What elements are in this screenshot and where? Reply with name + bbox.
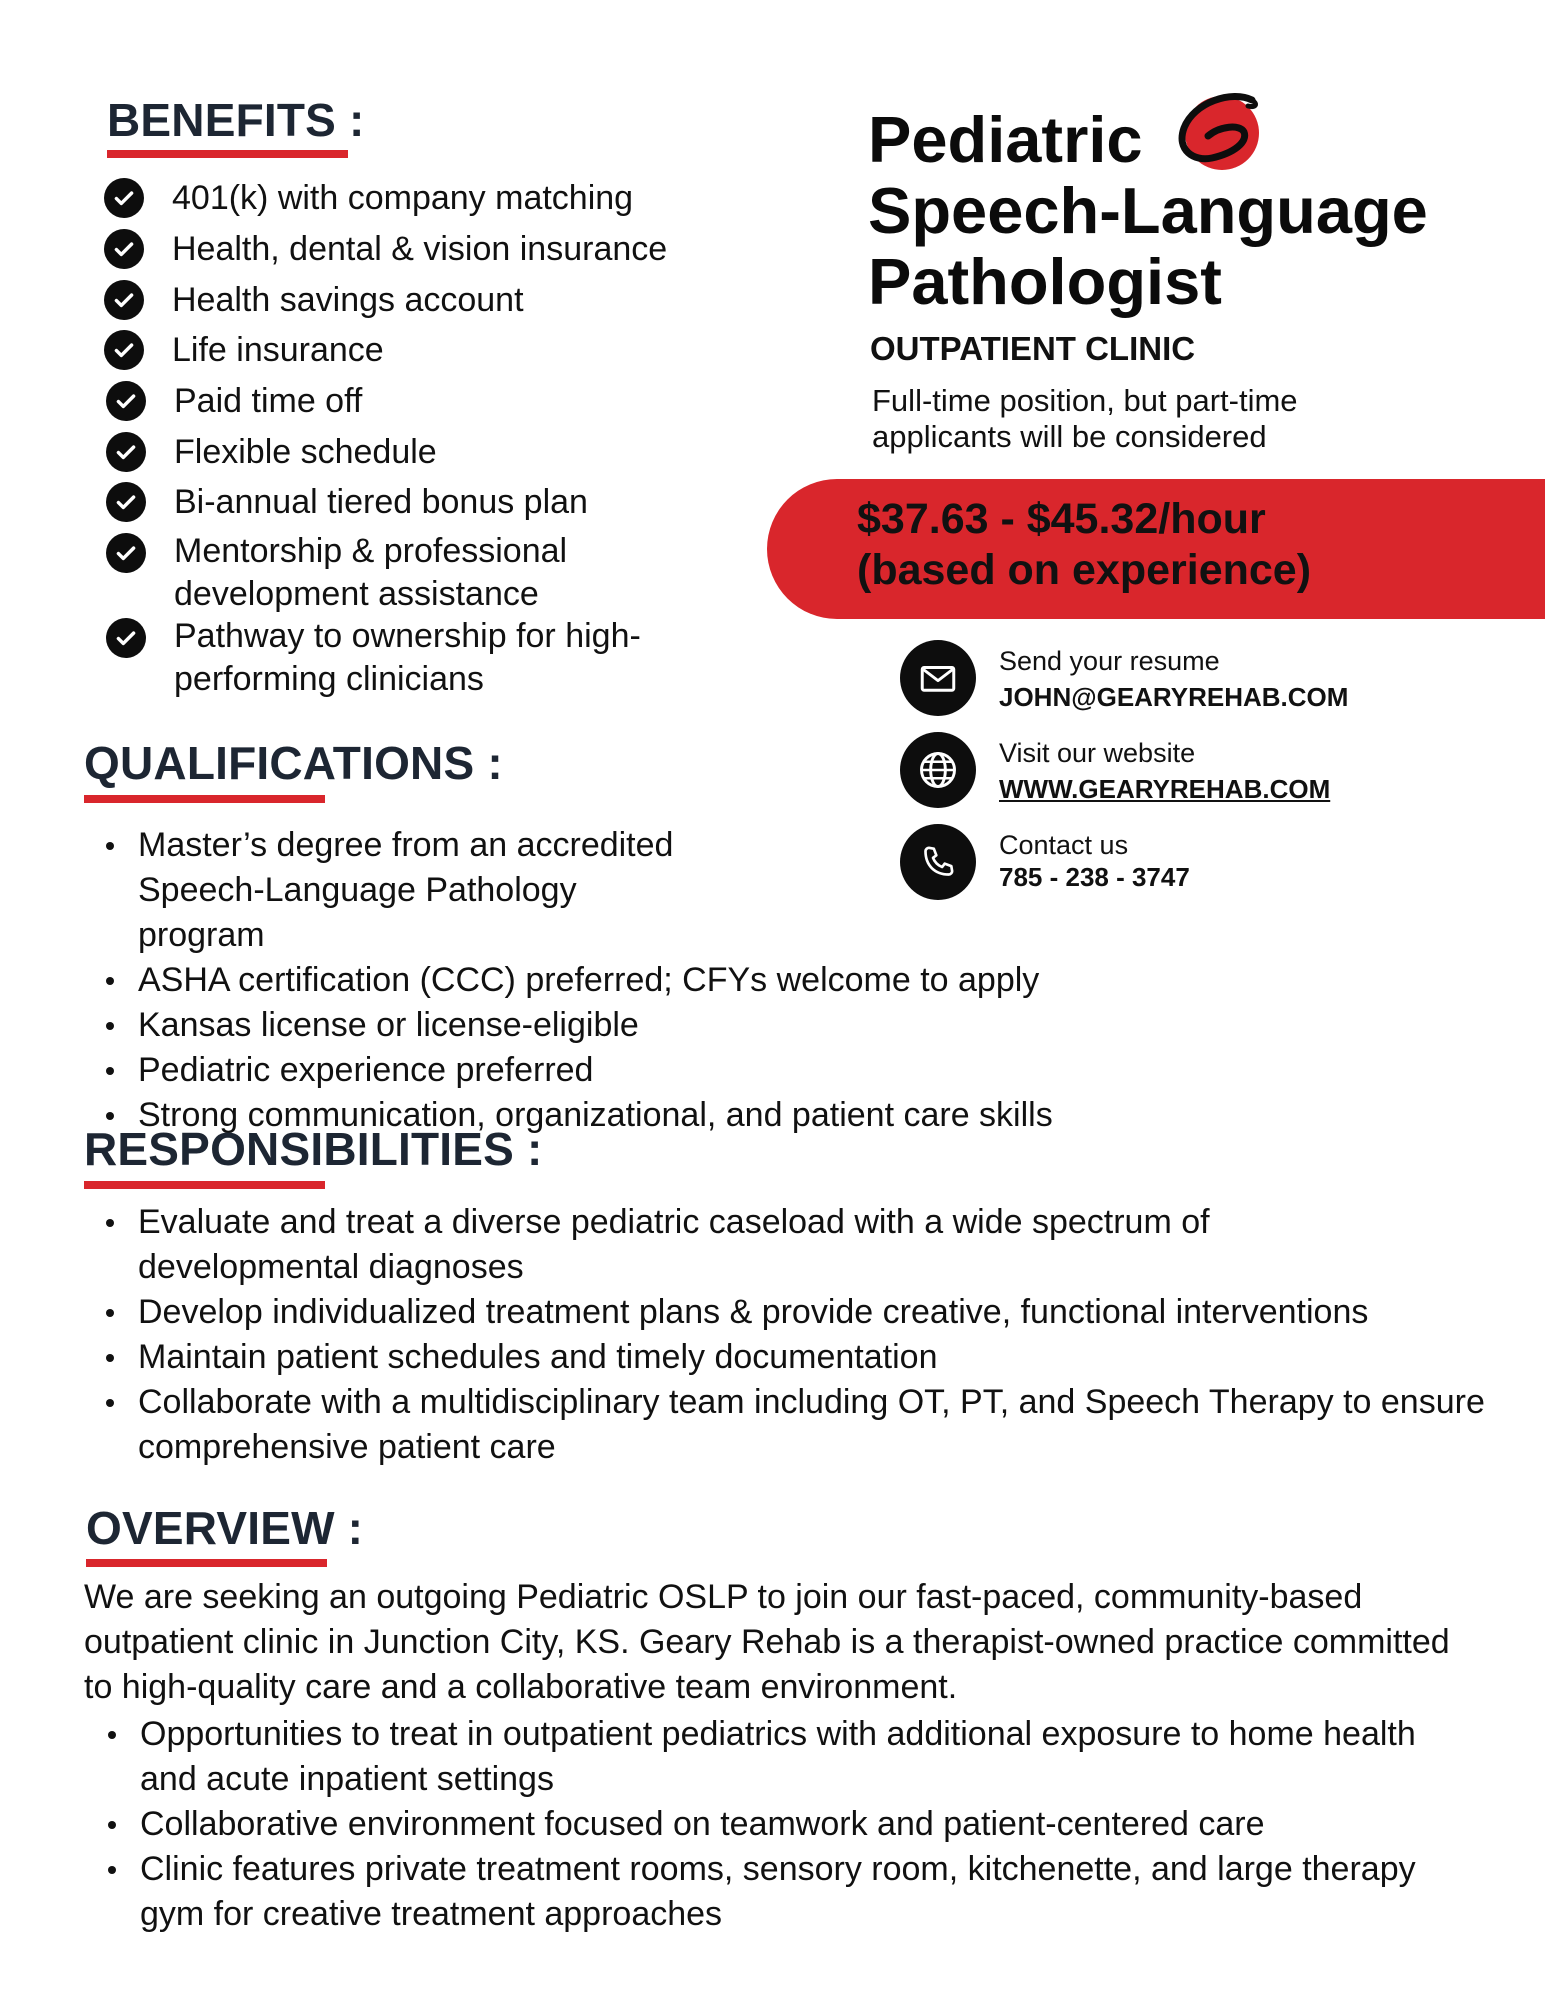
overview-paragraph: We are seeking an outgoing Pediatric OSLP to join our fast-paced, community-based outpatient clinic in Junction City, KS. Geary Rehab is a therapist-owned practice committed to high-quality care and a collaborative team environment. (84, 1578, 1450, 1706)
checkmark-icon (106, 482, 146, 522)
website-link[interactable]: WWW.GEARYREHAB.COM (999, 774, 1331, 804)
responsibilities-heading: RESPONSIBILITIES : (84, 1123, 543, 1175)
pay-note: (based on experience) (857, 546, 1312, 594)
checkmark-icon (104, 229, 144, 269)
benefit-item (104, 226, 667, 272)
qualification-item: Master’s degree from an accredited Speech-Language Pathology program (84, 823, 698, 958)
qualifications-heading: QUALIFICATIONS : (84, 737, 503, 789)
qualification-item: Pediatric experience preferred (84, 1048, 1053, 1093)
benefit-label: Health savings account (172, 280, 524, 319)
email-label: Send your resume (999, 646, 1220, 676)
responsibility-item: Develop individualized treatment plans & provide creative, functional interventions (84, 1290, 1484, 1335)
responsibility-item: Maintain patient schedules and timely documentation (84, 1335, 1484, 1380)
benefit-label: 401(k) with company matching (172, 178, 634, 217)
email-address[interactable]: JOHN@GEARYREHAB.COM (999, 682, 1349, 712)
pay-range: $37.63 - $45.32/hour (857, 495, 1266, 543)
checkmark-icon (104, 178, 144, 218)
benefit-item (106, 530, 634, 616)
benefit-label: Pathway to ownership for high-performing clinicians (174, 617, 641, 698)
benefit-item (106, 479, 588, 525)
website-label: Visit our website (999, 738, 1196, 768)
benefit-label: Paid time off (174, 381, 363, 420)
job-title (868, 104, 1428, 317)
benefit-item (106, 615, 694, 701)
checkmark-icon (104, 280, 144, 320)
overview-item: Opportunities to treat in outpatient pediatrics with additional exposure to home health and acute inpatient settings (86, 1712, 1460, 1802)
benefits-heading-underline (107, 150, 348, 158)
qualification-item: Kansas license or license-eligible (84, 1003, 1053, 1048)
benefit-label: Flexible schedule (174, 432, 437, 471)
checkmark-icon (104, 330, 144, 370)
overview-heading-underline (86, 1559, 327, 1567)
benefit-item (104, 277, 524, 323)
benefit-label: Life insurance (172, 330, 384, 369)
responsibility-item: Evaluate and treat a diverse pediatric caseload with a wide spectrum of developmental diagnoses (84, 1200, 1288, 1290)
job-title-line-2: Speech-Language (868, 174, 1428, 247)
overview-item: Clinic features private treatment rooms, sensory room, kitchenette, and large therapy gym for creative treatment approaches (86, 1847, 1460, 1937)
responsibilities-heading-underline (84, 1181, 325, 1189)
qualifications-list (84, 823, 1053, 1138)
phone-label: Contact us (999, 830, 1129, 860)
globe-icon (900, 732, 976, 808)
checkmark-icon (106, 533, 146, 573)
schedule-note: Full-time position, but part-time applicants will be considered (872, 383, 1298, 454)
benefit-item (106, 429, 437, 475)
responsibility-item: Collaborate with a multidisciplinary team including OT, PT, and Speech Therapy to ensure comprehensive patient care (84, 1380, 1488, 1470)
phone-number[interactable]: 785 - 238 - 3747 (999, 862, 1190, 892)
benefit-label: Bi-annual tiered bonus plan (174, 482, 588, 521)
benefit-item (104, 175, 633, 221)
benefit-label: Mentorship & professional development assistance (174, 532, 568, 613)
qualification-item: Strong communication, organizational, and patient care skills (84, 1093, 1053, 1138)
overview-list (86, 1712, 1486, 1937)
benefit-label: Health, dental & vision insurance (172, 229, 668, 268)
benefit-item (106, 378, 362, 424)
overview-item: Collaborative environment focused on teamwork and patient-centered care (86, 1802, 1486, 1847)
checkmark-icon (106, 381, 146, 421)
benefit-item (104, 327, 384, 373)
checkmark-icon (106, 618, 146, 658)
qualifications-heading-underline (84, 795, 325, 803)
responsibilities-list (84, 1200, 1484, 1470)
company-logo-icon (1172, 88, 1264, 172)
email-icon (900, 640, 976, 716)
job-title-line-3: Pathologist (868, 245, 1222, 318)
benefits-heading: BENEFITS : (107, 94, 365, 146)
overview-heading: OVERVIEW : (86, 1502, 364, 1554)
job-title-line-1: Pediatric (868, 103, 1143, 176)
qualification-item: ASHA certification (CCC) preferred; CFYs welcome to apply (84, 958, 1053, 1003)
checkmark-icon (106, 432, 146, 472)
clinic-type: OUTPATIENT CLINIC (870, 330, 1196, 367)
